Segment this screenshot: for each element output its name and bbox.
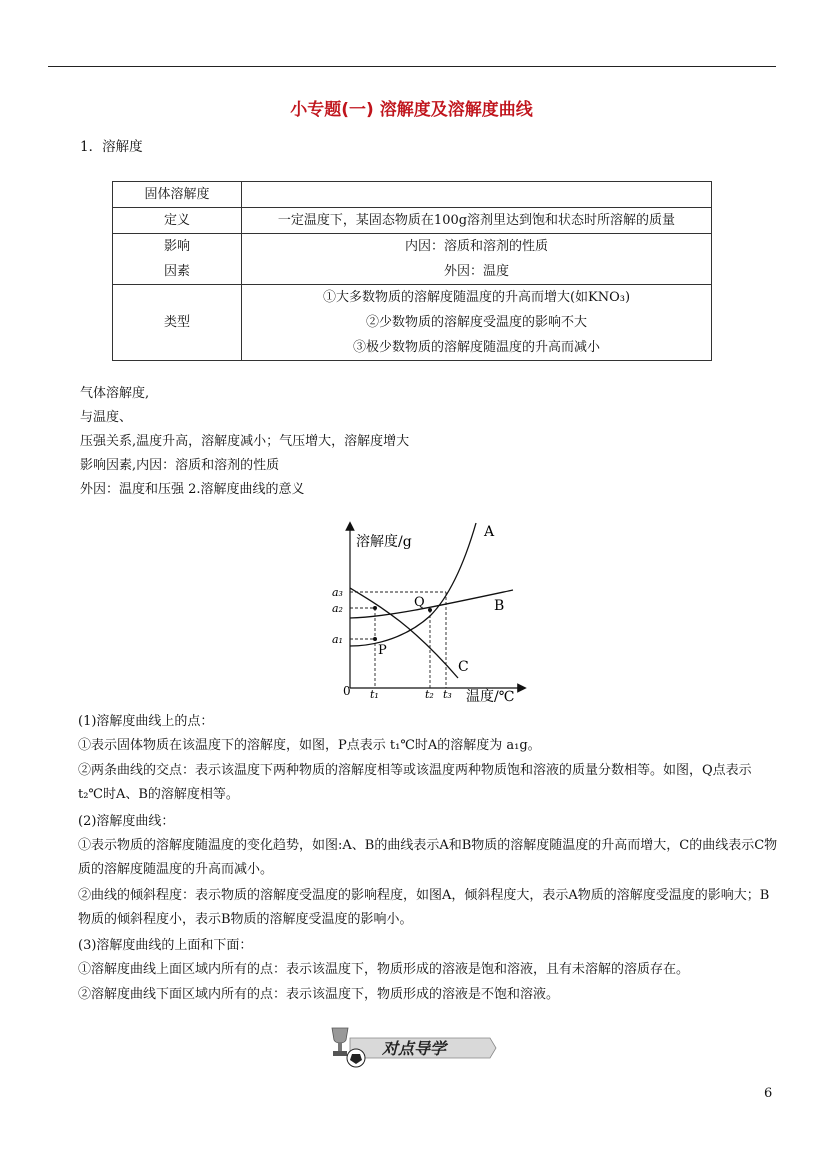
table-line: 内因：溶质和溶剂的性质 [404, 239, 548, 254]
x-tick-label: t₁ [370, 688, 379, 701]
header-rule [48, 66, 776, 67]
text-line: 气体溶解度, [80, 386, 150, 401]
point-label-q: Q [414, 595, 425, 610]
table-cell-label: 定义 [113, 208, 242, 234]
y-tick-label: a₃ [332, 586, 343, 599]
y-tick-label: a₁ [332, 633, 343, 646]
explanation-line: ②溶解度曲线下面区域内所有的点：表示该温度下，物质形成的溶液是不饱和溶液。 [78, 987, 560, 1002]
series-label-c: C [458, 659, 469, 675]
table-line: ①大多数物质的溶解度随温度的升高而增大(如KNO₃) [322, 290, 631, 305]
point-p [373, 637, 377, 641]
explanation-line: (1)溶解度曲线上的点： [78, 714, 214, 729]
page-title: 小专题(一) 溶解度及溶解度曲线 [290, 100, 533, 120]
explanation-line: ①表示物质的溶解度随温度的变化趋势，如图:A、B的曲线表示A和B物质的溶解度随温度的升高而增大，C的曲线表示C物质的溶解度随温度的升高而减小。 [78, 838, 778, 877]
banner-text: 对点导学 [382, 1039, 447, 1058]
text-line: 外因：温度和压强 2.溶解度曲线的意义 [80, 482, 305, 497]
table-cell-content: 一定温度下，某固态物质在100g溶剂里达到饱和状态时所溶解的质量 [242, 208, 712, 234]
y-axis-label: 溶解度/g [356, 534, 412, 550]
solubility-table [112, 181, 712, 361]
origin-label: 0 [343, 684, 351, 698]
table-cell-content [242, 234, 712, 285]
table-cell-content [242, 285, 712, 361]
table-row [113, 285, 712, 361]
page-number: 6 [764, 1086, 773, 1101]
table-cell-label: 固体溶解度 [113, 182, 242, 208]
y-tick-label: a₂ [332, 602, 343, 615]
text-line: 压强关系,温度升高，溶解度减小；气压增大，溶解度增大 [80, 434, 410, 449]
explanation-line: ①溶解度曲线上面区域内所有的点：表示该温度下，物质形成的溶液是饱和溶液，且有未溶解的溶质存在。 [78, 962, 690, 977]
table-line: 外因：温度 [443, 264, 509, 279]
x-axis-label: 温度/℃ [466, 689, 515, 705]
text-line: 与温度、 [80, 410, 133, 425]
explanation-line: ①表示固体物质在该温度下的溶解度，如图，P点表示 t₁℃时A的溶解度为 a₁g。 [78, 738, 541, 753]
explanation-line: (2)溶解度曲线： [78, 814, 175, 829]
table-row [113, 182, 712, 208]
x-tick-label: t₂ [425, 688, 434, 701]
point-intersect [373, 606, 377, 610]
x-tick-label: t₃ [443, 688, 452, 701]
table-cell-label: 影响 因素 [113, 234, 242, 285]
table-row [113, 208, 712, 234]
table-cell-content [242, 182, 712, 208]
point-label-p: P [378, 643, 387, 658]
table-row [113, 234, 712, 285]
table-line: ③极少数物质的溶解度随温度的升高而减小 [352, 340, 600, 355]
section-banner [322, 1022, 502, 1072]
point-q [428, 608, 432, 612]
solubility-curve-chart [318, 518, 528, 708]
explanation-line: (3)溶解度曲线的上面和下面： [78, 938, 253, 953]
series-label-a: A [484, 524, 495, 540]
gas-solubility-text [80, 382, 409, 502]
explanation-line: ②两条曲线的交点：表示该温度下两种物质的溶解度相等或该温度两种物质饱和溶液的质量分数相等。如图，Q点表示 t₂℃时A、B的溶解度相等。 [78, 763, 752, 802]
series-label-b: B [494, 598, 505, 614]
table-line: ②少数物质的溶解度受温度的影响不大 [365, 315, 587, 330]
section-heading: 1．溶解度 [80, 139, 143, 155]
trophy-icon [332, 1028, 348, 1056]
text-line: 影响因素,内因：溶质和溶剂的性质 [80, 458, 280, 473]
table-cell-label: 类型 [113, 285, 242, 361]
explanation-line: ②曲线的倾斜程度：表示物质的溶解度受温度的影响程度，如图A，倾斜程度大，表示A物质的溶解度受温度的影响大；B物质的倾斜程度小，表示B物质的溶解度受温度的影响小。 [78, 888, 770, 927]
ball-icon [347, 1049, 365, 1067]
